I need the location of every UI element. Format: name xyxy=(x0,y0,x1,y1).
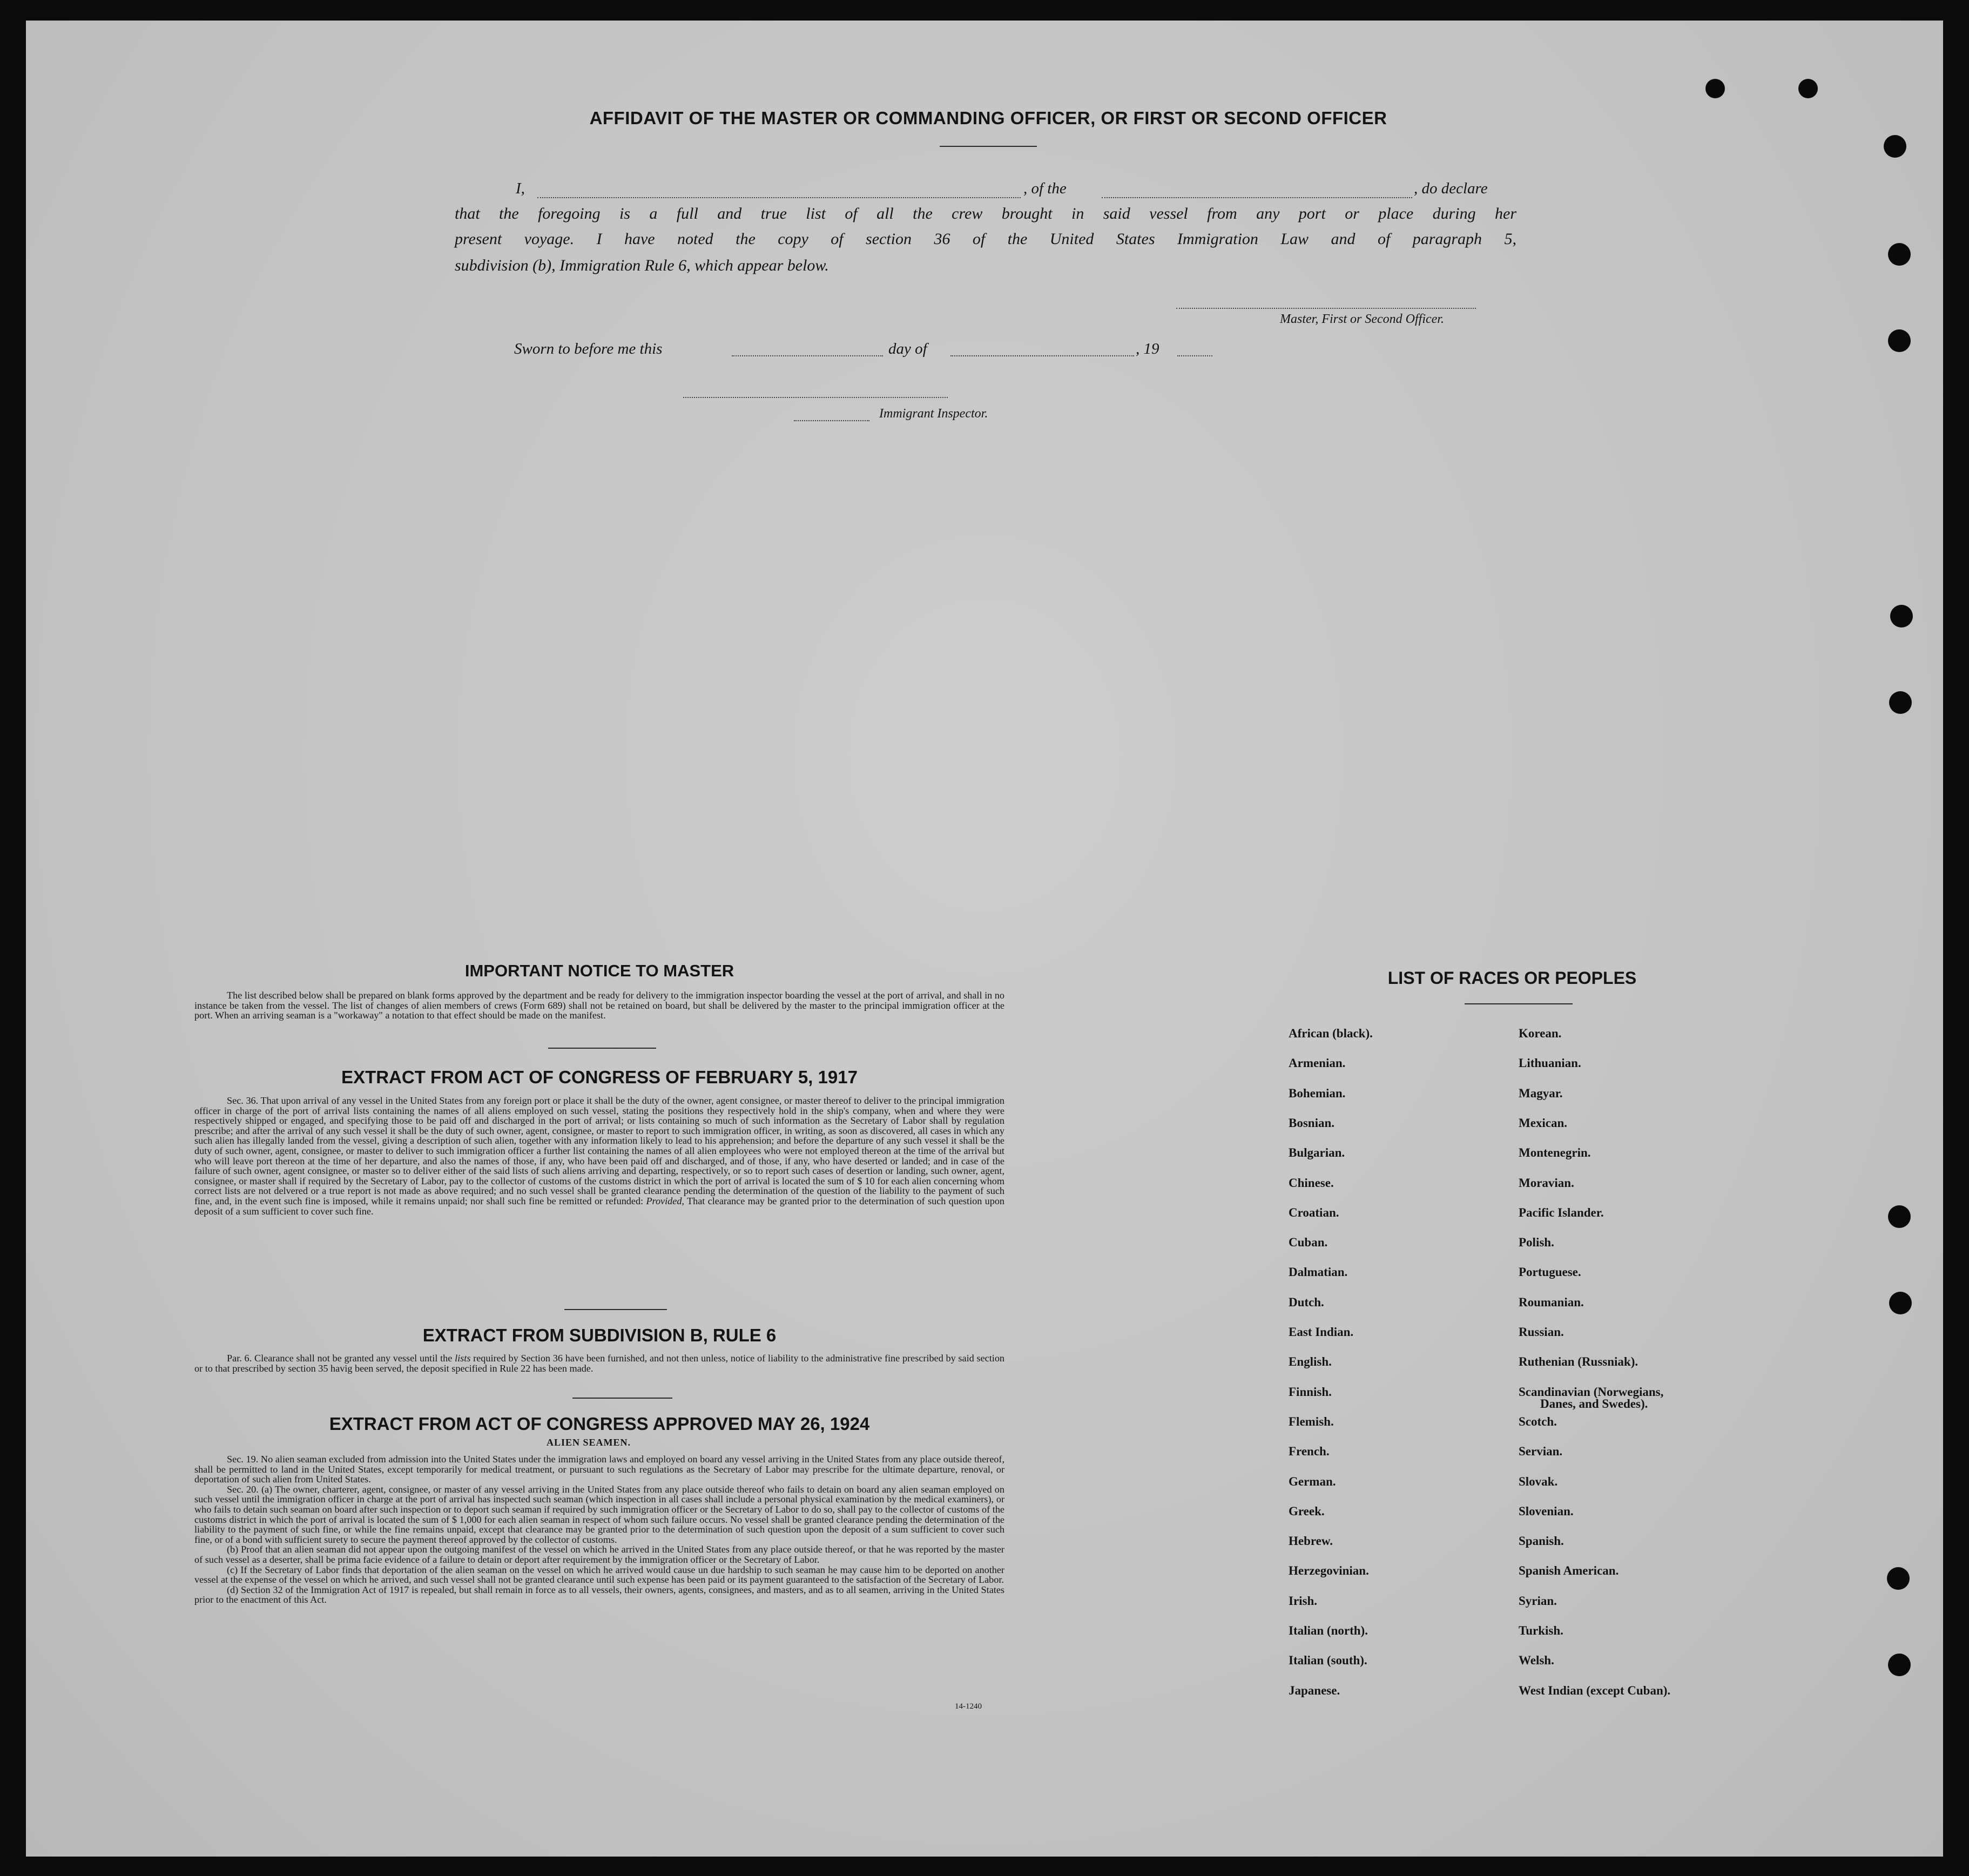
sworn-year-line xyxy=(1177,355,1212,356)
race-item: East Indian. xyxy=(1289,1325,1354,1339)
race-item: Bosnian. xyxy=(1289,1116,1335,1130)
race-item: Roumanian. xyxy=(1519,1295,1584,1309)
race-item: Herzegovinian. xyxy=(1289,1564,1369,1578)
race-item: German. xyxy=(1289,1474,1336,1488)
inspector-name-line xyxy=(794,420,869,421)
section-divider xyxy=(548,1048,656,1049)
race-item: Portuguese. xyxy=(1519,1265,1581,1279)
rule-6-text-a: Par. 6. Clearance shall not be granted any vessel until the xyxy=(227,1353,453,1364)
do-declare-text: , do declare xyxy=(1414,180,1488,197)
race-item: Servian. xyxy=(1519,1445,1563,1459)
race-item: French. xyxy=(1289,1445,1330,1459)
race-item: Bulgarian. xyxy=(1289,1146,1345,1160)
vessel-name-line xyxy=(1102,197,1412,198)
binder-hole xyxy=(1890,605,1913,627)
binder-hole xyxy=(1887,1567,1910,1590)
binder-hole xyxy=(1705,79,1725,98)
binder-hole xyxy=(1888,1205,1911,1228)
race-item: Irish. xyxy=(1289,1594,1318,1608)
race-item: Slovak. xyxy=(1519,1474,1558,1488)
race-item: Spanish. xyxy=(1519,1534,1564,1548)
sworn-text: Sworn to before me this xyxy=(514,340,663,357)
races-title: LIST OF RACES OR PEOPLES xyxy=(1387,968,1637,988)
act-1924-text xyxy=(194,1454,1004,1605)
race-item: Welsh. xyxy=(1519,1654,1554,1668)
race-item: Dutch. xyxy=(1289,1295,1324,1309)
race-item: Russian. xyxy=(1519,1325,1564,1339)
sec-20d-text: (d) Section 32 of the Immigration Act of 1917 is repealed, but shall remain in force as to all vessels, their owners, agents, consignees, and masters, and as to all seamen, arriving in the United States prior to the enactment of this Act. xyxy=(194,1584,1004,1605)
race-item: Japanese. xyxy=(1289,1683,1340,1697)
act-1917-title: EXTRACT FROM ACT OF CONGRESS OF FEBRUARY 5, 1917 xyxy=(341,1067,858,1087)
sworn-day-line xyxy=(732,355,883,356)
race-item: Dalmatian. xyxy=(1289,1265,1348,1279)
act-1924-title: EXTRACT FROM ACT OF CONGRESS APPROVED MAY 26, 1924 xyxy=(329,1414,870,1434)
alien-seamen-subtitle: ALIEN SEAMEN. xyxy=(547,1437,631,1448)
race-item: Croatian. xyxy=(1289,1205,1339,1219)
binder-hole xyxy=(1889,691,1912,714)
race-item: Polish. xyxy=(1519,1236,1554,1250)
race-item: English. xyxy=(1289,1355,1332,1369)
race-item: Flemish. xyxy=(1289,1414,1334,1428)
race-item: Korean. xyxy=(1519,1027,1562,1040)
race-item: Finnish. xyxy=(1289,1385,1332,1399)
inspector-label: Immigrant Inspector. xyxy=(879,407,988,421)
day-of-text: day of xyxy=(888,340,927,357)
race-item: Magyar. xyxy=(1519,1086,1563,1100)
signature-label: Master, First or Second Officer. xyxy=(1280,312,1444,326)
race-item: Hebrew. xyxy=(1289,1534,1333,1548)
declaration-line-2: present voyage. I have noted the copy of section 36 of the United States Immigration Law and of paragraph 5, xyxy=(455,230,1516,248)
sec-36-label: Sec. 36. xyxy=(227,1095,259,1106)
rule-6-text xyxy=(194,1353,1004,1373)
race-item: Syrian. xyxy=(1519,1594,1557,1608)
of-the-text: , of the xyxy=(1023,180,1067,197)
title-divider xyxy=(940,146,1037,147)
race-item: Bohemian. xyxy=(1289,1086,1346,1100)
signature-line xyxy=(1176,308,1476,309)
inspector-signature-line xyxy=(683,397,948,398)
notice-text xyxy=(194,990,1004,1021)
race-item: Italian (north). xyxy=(1289,1624,1368,1637)
race-item: Mexican. xyxy=(1519,1116,1568,1130)
race-item: Cuban. xyxy=(1289,1236,1328,1250)
binder-hole xyxy=(1889,1292,1912,1314)
race-item: Scandinavian (Norwegians, xyxy=(1519,1385,1664,1399)
sec-36-text-end: That clearance may be granted prior to the determination of such question upon deposit of a sum sufficient to cover such fine. xyxy=(194,1195,1005,1217)
race-item: Ruthenian (Russniak). xyxy=(1519,1355,1638,1369)
section-divider xyxy=(572,1398,672,1399)
race-item: African (black). xyxy=(1289,1027,1373,1040)
binder-hole xyxy=(1888,243,1911,266)
race-item: West Indian (except Cuban). xyxy=(1519,1683,1671,1697)
declarant-prefix: I, xyxy=(516,180,525,197)
race-item: Spanish American. xyxy=(1519,1564,1619,1578)
sworn-month-line xyxy=(950,355,1134,356)
provided-text: Provided, xyxy=(646,1195,684,1206)
race-item: Montenegrin. xyxy=(1519,1146,1591,1160)
race-item: Slovenian. xyxy=(1519,1504,1574,1518)
declaration-line-3: subdivision (b), Immigration Rule 6, which appear below. xyxy=(455,257,829,274)
race-item: Turkish. xyxy=(1519,1624,1563,1637)
race-item: Greek. xyxy=(1289,1504,1325,1518)
affidavit-title: AFFIDAVIT OF THE MASTER OR COMMANDING OFFICER, OR FIRST OR SECOND OFFICER xyxy=(589,108,1387,128)
race-item: Pacific Islander. xyxy=(1519,1205,1604,1219)
declaration-line-1: that the foregoing is a full and true list of all the crew brought in said vessel from any port or place during her xyxy=(455,205,1516,222)
year-text: , 19 xyxy=(1136,340,1159,357)
sec-19-text: Sec. 19. No alien seaman excluded from admission into the United States under the immigration laws and employed on board any vessel arriving in the United States from any place outside thereof, shall be permitted to land in the United States, except temporarily for medical treatment, or pursuant to such regulations as the Secretary of Labor may prescribe for the ultimate departure, renoval, or deportation of such alien from United States. xyxy=(194,1454,1004,1485)
sec-20c-text: (c) If the Secretary of Labor finds that deportation of the alien seaman on the vessel on which he arrived would cause un due hardship to such seaman he may cause him to be deported on another vessel at the expense of the vessel on which he arrived, and such vessel shall not be granted clearance until such expense has been paid or its payment guaranteed to the satisfaction of the Secretary of Labor. xyxy=(194,1564,1004,1585)
notice-paragraph: The list described below shall be prepared on blank forms approved by the department and be ready for delivery to the immigration inspector boarding the vessel at the port of arrival, and shall in no instance be taken from the vessel. The list of changes of alien members of crews (Form 689) shall not be retained on board, but shall be delivered by the master to the principal immigration officer at the port. When an arriving seaman is a "workaway" a notation to that effect should be made on the manifest. xyxy=(194,990,1004,1021)
rule-6-text-b: required by Section 36 have been furnished, and not then unless, notice of liability to the administrative fine prescribed by said section or to that prescribed by section 35 havig been served, the deposit specified in Rule 22 has been made. xyxy=(194,1353,1005,1374)
race-item: Chinese. xyxy=(1289,1176,1334,1190)
race-item: Moravian. xyxy=(1519,1176,1574,1190)
binder-hole xyxy=(1888,329,1911,352)
binder-hole xyxy=(1884,135,1906,158)
binder-hole xyxy=(1798,79,1818,98)
form-number: 14-1240 xyxy=(955,1702,982,1711)
rule-6-title: EXTRACT FROM SUBDIVISION B, RULE 6 xyxy=(422,1325,777,1345)
section-divider xyxy=(564,1309,667,1310)
lists-word: lists xyxy=(455,1353,471,1364)
notice-title: IMPORTANT NOTICE TO MASTER xyxy=(464,961,734,980)
race-item: Armenian. xyxy=(1289,1056,1346,1070)
sec-20a-text: Sec. 20. (a) The owner, charterer, agent, consignee, or master of any vessel arriving in the United States from any place outside thereof who fails to detain on board any alien seaman employed on such vessel until the immigration officer in charge at the port of arrival has inspected such seaman (which inspection in all cases shall include a personal physical examination by the medical examiners), or who fails to detain such seaman on board after such inspection or to deport such seaman if required by such immigration officer or the Secretary of Labor to do so, shall pay to the collector of customs of the customs district in which the port of arrival is located the sum of $ 1,000 for each alien seaman in respect of whom such failure occurs. No vessel shall be granted clearance pending the determination of the liability to the payment of such fine, or while the fine remains unpaid, except that clearance may be granted prior to the determination of such question upon the deposit of a sum sufficient to cover such fine, or of a bond with sufficient surety to secure the payment thereof approved by the collector of customs. xyxy=(194,1483,1004,1545)
act-1917-text xyxy=(194,1096,1004,1216)
binder-hole xyxy=(1888,1654,1911,1676)
race-item: Lithuanian. xyxy=(1519,1056,1581,1070)
declarant-name-line xyxy=(537,197,1021,198)
sec-20b-text: (b) Proof that an alien seaman did not appear upon the outgoing manifest of the vessel on which he arrived in the United States from any place outside thereof, or that he was reported by the master of such vessel as a deserter, shall be prima facie evidence of a failure to detain or deport after requirement by the immigration officer or the Secretary of Labor. xyxy=(194,1544,1004,1565)
race-item: Danes, and Swedes). xyxy=(1540,1396,1648,1411)
race-item: Scotch. xyxy=(1519,1414,1557,1428)
sec-36-text: That upon arrival of any vessel in the United States from any foreign port or place it shall be the duty of the owner, agent consignee, or master thereof to deliver to the principal immigration officer in charge of the port of arrival lists containing the names of all aliens employed on such vessel, stating the positions they respectively hold in the ship's company, when and where they were respectively shipped or engaged, and specifying those to be paid off and discharged in the port of arrival; or lists containing so much of such information as the Secretary of Labor shall by regulation prescribe; and after the arrival of any such vessel it shall be the duty of such owner, agent, consignee, or master to report to such immigration officer, in writing, as soon as discovered, all cases in which any such alien has illegally landed from the vessel, giving a description of such alien, together with any information likely to lead to his apprehension; and before the departure of any such vessel it shall be the duty of such owner, agent, consignee, or master to deliver to such immigration officer a further list containing the names of all alien employees who were not employed thereon at the time of the arrival but who will leave port thereon at the time of her departure, and also the names of those, if any, who have been paid off and discharged, and of those, if any, who have deserted or landed; and in case of the failure of such owner, agent consignee, or master so to deliver either of the said lists of such aliens arriving and departing, respectively, or so to report such cases of desertion or landing, such owner, agent, consignee, or master shall if required by the Secretary of Labor, pay to the collector of customs of the customs district in which the port of arrival is located the sum of $ 10 for each alien concerning whom correct lists are not delvered or a true report is not made as above required; and no such vessel shall be granted clearance pending the determination of the question of the liability to the payment of such fine, and, in the event such fine is imposed, while it remains unpaid; nor shall such fine be remitted or refunded: xyxy=(194,1095,1005,1206)
races-divider xyxy=(1465,1003,1573,1004)
race-item: Italian (south). xyxy=(1289,1654,1367,1668)
